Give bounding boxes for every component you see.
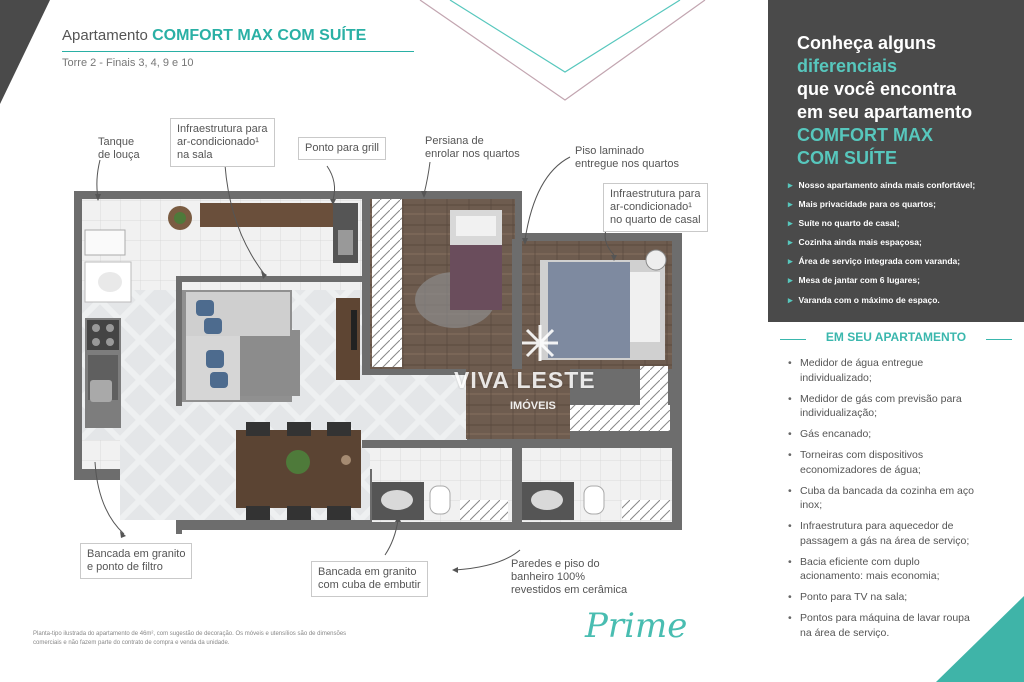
watermark-subtext: IMÓVEIS — [510, 400, 556, 412]
watermark-text: VIVA LESTE — [454, 367, 596, 393]
teal-corner-decoration — [936, 596, 1024, 682]
label-grill: Ponto para grill — [298, 137, 386, 160]
label-paredes: Paredes e piso do banheiro 100% revestidos em cerâmica — [511, 558, 628, 596]
brand-logo: Prime — [585, 606, 688, 646]
page-title: Apartamento COMFORT MAX COM SUÍTE — [62, 27, 367, 44]
list-item: ▸ Área de serviço integrada com varanda; — [788, 252, 1024, 271]
list-item: ▸ Mais privacidade para os quartos; — [788, 195, 1024, 214]
page-subtitle: Torre 2 - Finais 3, 4, 9 e 10 — [62, 57, 194, 69]
list-item: • Medidor de água entregue individualizado; — [788, 356, 978, 385]
list-item: • Ponto para TV na sala; — [788, 590, 978, 605]
list-item: • Medidor de gás com previsão para individualização; — [788, 392, 978, 421]
sidebar-heading: Conheça alguns diferenciais que você encontra em seu apartamento COMFORT MAX COM SUÍTE — [797, 33, 973, 168]
footnote: Planta-tipo ilustrada do apartamento de 46m², com sugestão de decoração. Os móveis e utensílios são de dimensões comerciais e não fazem parte do contrato de compra e venda da unidade. — [33, 631, 347, 646]
list-item: • Cuba da bancada da cozinha em aço inox; — [788, 484, 978, 513]
list-item: ▸ Suíte no quarto de casal; — [788, 214, 1024, 233]
label-tanque: Tanque de louça — [98, 136, 140, 161]
list-item: • Gás encanado; — [788, 427, 978, 442]
label-bancada-granito: Bancada em granito e ponto de filtro — [80, 543, 192, 579]
differentials-list — [788, 176, 1024, 310]
list-item: • Pontos para máquina de lavar roupa na área de serviço. — [788, 611, 978, 640]
list-item: ▸ Varanda com o máximo de espaço. — [788, 291, 1024, 310]
label-infra-casal: Infraestrutura para ar-condicionado¹ no quarto de casal — [603, 183, 708, 232]
list-item: • Bacia eficiente com duplo acionamento: mais economia; — [788, 555, 978, 584]
label-bancada-cuba: Bancada em granito com cuba de embutir — [311, 561, 428, 597]
list-item: • Infraestrutura para aquecedor de passagem a gás na área de serviço; — [788, 519, 978, 548]
label-piso: Piso laminado entregue nos quartos — [575, 145, 679, 170]
list-item: • Torneiras com dispositivos economizadores de água; — [788, 448, 978, 477]
apartment-heading: EM SEU APARTAMENTO — [825, 330, 967, 344]
label-persiana: Persiana de enrolar nos quartos — [425, 135, 520, 160]
list-item: ▸ Nosso apartamento ainda mais confortável; — [788, 176, 1024, 195]
label-infra-sala: Infraestrutura para ar-condicionado¹ na sala — [170, 118, 275, 167]
list-item: ▸ Cozinha ainda mais espaçosa; — [788, 233, 1024, 252]
list-item: ▸ Mesa de jantar com 6 lugares; — [788, 271, 1024, 290]
